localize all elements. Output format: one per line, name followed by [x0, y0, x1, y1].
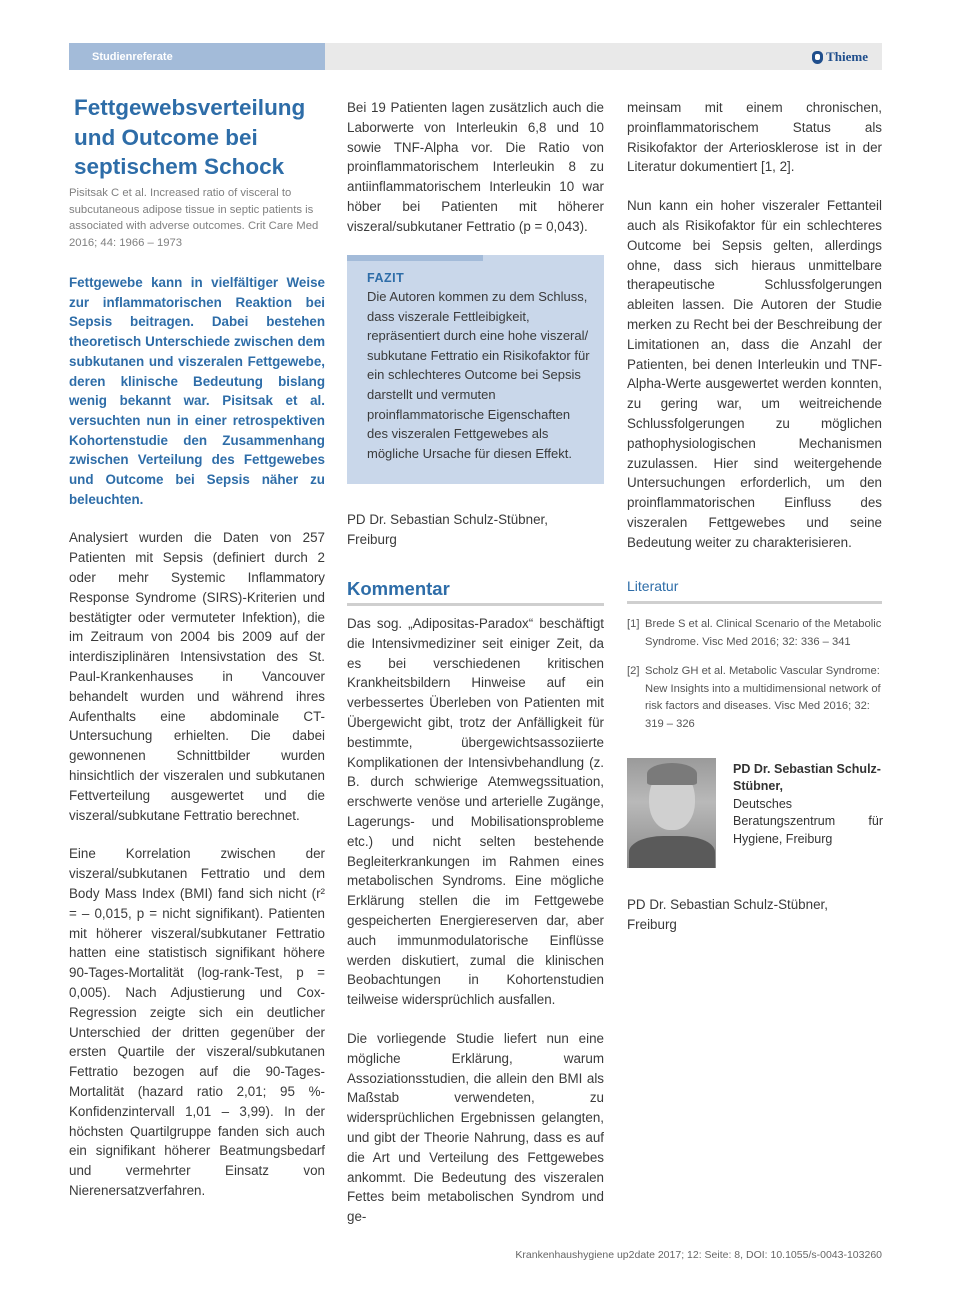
profile-name: PD Dr. Sebastian Schulz-Stübner,: [733, 762, 881, 794]
article-citation: Pisitsak C et al. Increased ratio of visceral to subcutaneous adipose tissue in septic patients is associated with adverse outcomes. Crit Care Med 2016; 44: 1966 – 1973: [69, 187, 319, 250]
column-1: [69, 273, 325, 1220]
methods-paragraph: Analysiert wurden die Daten von 257 Patienten mit Sepsis (definiert durch 2 oder mehr Systemic Inflammatory Response Syndrome (SIRS)-Kriterien und bestätigter oder vermuteter Infektion), die im Zeitraum von 2004 bis 2009 auf der interdisziplinären Intensivstation des St. Paul-Krankenhauses in Vancouver behandelt wurden und während ihres Aufenthalts eine abdominale CT-Untersuchung erhielten. Die dabei gewonnenen Schnittbilder wurden hinsichtlich der viszeralen und subkutanen Fettverteilung ausgewertet und die viszeral/subkutane Fettratio berechnet.: [69, 530, 325, 823]
kommentar-heading: Kommentar: [347, 578, 450, 599]
author-name: PD Dr. Sebastian Schulz-Stübner,: [627, 897, 828, 912]
author-signature-2: [627, 895, 828, 935]
reference-text: Scholz GH et al. Metabolic Vascular Syndrome: New Insights into a multidimensional network of risk factors and diseases. Visc Med 2016; 32: 319 – 326: [645, 665, 881, 730]
reference-list: [627, 616, 882, 745]
thieme-logo-icon: [812, 51, 823, 64]
author-city: Freiburg: [627, 917, 677, 932]
page-footer: Krankenhaushygiene up2date 2017; 12: Seite: 8, DOI: 10.1055/s-0043-103260: [515, 1249, 882, 1261]
literatur-heading: Literatur: [627, 578, 679, 594]
reference-text: Brede S et al. Clinical Scenario of the Metabolic Syndrome. Visc Med 2016; 32: 336 – 341: [645, 618, 882, 648]
column-2-kommentar: [347, 614, 604, 1246]
kommentar-paragraph-3: Nun kann ein hoher viszeraler Fettanteil auch als Risikofaktor für ein schlechteres Outcome bei Sepsis gelten, allerdings ohne, dass sich hieraus unmittelbare therapeutische Schlussfolgerungen ableiten lassen. Die Autoren der Studie merken zu Recht bei der Beschreibung der Limitationen an, dass die Anzahl der Patienten, bei denen Interleukin und TNF-Alpha-Werte ausgewertet werden konnten, zu gering war, um weitreichende Schlussfolgerungen zu möglichen pathophysiologischen Mechanismen zuzulassen. Hier sind weitergehende Untersuchungen erforderlich, um den proinflammatorischen Einfluss des viszeralen Fettgewebes und seine Bedeutung weiter zu charakterisieren.: [627, 198, 882, 550]
fazit-accent-bar: [347, 255, 483, 261]
kommentar-paragraph-2: Die vorliegende Studie liefert nun eine mögliche Erklärung, warum Assoziationsstudien, die allein den BMI als Maßstab verwendeten, zu widersprüchlichen Ergebnissen gelangten, und gibt der Theorie Nahrung, dass es auf die Art und Verteilung des Fettgewebes ankommt. Die Bedeutung des viszeralen Fettes beim metabolischen Syndrom und ge-: [347, 1030, 604, 1225]
kommentar-paragraph-2-cont: meinsam mit einem chronischen, proinflammatorischem Status als Risikofaktor der Arteriosklerose ist in der Literatur dokumentiert [1, 2].: [627, 100, 882, 175]
lead-paragraph: Fettgewebe kann in vielfältiger Weise zur inflammatorischen Reaktion bei Sepsis beitragen. Dabei bestehen theoretisch Unterschiede zwischen dem subkutanen und viszeralen Fettgewebe, deren klinische Bedeutung bislang wenig bekannt war. Pisitsak et al. versuchten nun in einer retrospektiven Kohortenstudie den Zusammenhang zwischen Verteilung des Fettgewebes und Outcome bei Sepsis näher zu beleuchten.: [69, 275, 325, 507]
section-label: Studienreferate: [69, 43, 325, 70]
profile-affiliation: Deutsches Beratungszentrum für Hygiene, Freiburg: [733, 796, 883, 846]
fazit-box: [347, 255, 604, 484]
reference-number: [1]: [627, 618, 640, 630]
column-3: [627, 98, 882, 572]
literatur-divider: [627, 601, 882, 604]
article-title: Fettgewebsverteilung und Outcome bei septischem Schock: [74, 95, 306, 179]
kommentar-divider: [347, 603, 604, 606]
author-signature-1: [347, 510, 548, 550]
publisher-logo: [812, 49, 868, 65]
author-photo: [627, 758, 716, 868]
kommentar-paragraph-1: Das sog. „Adipositas-Paradox“ beschäftigt die Intensivmediziner seit einiger Zeit, da es bei verschiedenen kritischen Krankheitsbildern Hinweise auf ein verbessertes Überleben von Patienten mit Übergewicht gibt, trotz der Anfälligkeit für bestimmte, übergewichtsassoziierte Komplikationen der Intensivbehandlung (z. B. durch schwierige Atemwegssituation, erschwerte venöse und arterielle Zugänge, Lagerungs- und Mobilisationsprobleme etc.) und nicht selten bestehende Begleiterkrankungen im Rahmen eines metabolischen Syndroms. Eine mögliche Erklärung stellen die im Fettgewebe gespeicherten Energiereserven dar, aber auch immunmodulatorische Einflüsse werden diskutiert, zumal die klinischen Beobachtungen in Kohortenstudien teilweise widersprüchlich ausfallen.: [347, 616, 604, 1008]
author-city: Freiburg: [347, 532, 397, 547]
reference-number: [2]: [627, 665, 640, 677]
lab-paragraph: Bei 19 Patienten lagen zusätzlich auch die Laborwerte von Interleukin 6,8 und 10 sowie TNF-Alpha vor. Die Ratio von proinflammatorischem Interleukin 8 zu antiinflammatorischem Interleukin 10 war höber bei Patienten mit höherer viszeral/subkutaner Fettratio (p = 0,043).: [347, 100, 604, 234]
author-name: PD Dr. Sebastian Schulz-Stübner,: [347, 512, 548, 527]
fazit-label: FAZIT: [367, 271, 405, 285]
reference-item: [627, 663, 882, 733]
fazit-text: Die Autoren kommen zu dem Schluss, dass viszerale Fettleibigkeit, repräsentiert durch eine hohe viszeral/ subkutane Fettratio ein Risikofaktor für ein schlechteres Outcome bei Sepsis darstellt und vermuten proinflammatorische Eigenschaften des viszeralen Fettgewebes als mögliche Ursache für diesen Effekt.: [367, 289, 590, 461]
publisher-name: Thieme: [826, 49, 868, 64]
shoulders: [629, 836, 715, 868]
header-bar: [325, 43, 882, 70]
reference-item: [627, 616, 882, 651]
column-2-top: [347, 98, 604, 256]
results-paragraph: Eine Korrelation zwischen der viszeral/subkutanen Fettratio und dem Body Mass Index (BMI) fand sich nicht (r² = – 0,015, p = nicht signifikant). Patienten mit höherer viszeral/subkutaner Fettratio hatten eine statistisch signifikant höhere 90-Tages-Mortalität (log-rank-Test, p = 0,005). Nach Adjustierung und Cox-Regression zeigte sich ein deutlicher Unterschied der dritten gegenüber der ersten Quartile der viszeral/subkutanen Fettratio bezogen auf die 90-Tages-Mortalität (hazard ratio 2,01; 95 %-Konfidenzintervall 1,01 – 3,99). In der höchsten Quartilgruppe fanden sich auch ein signifikant höherer Beatmungsbedarf und vermehrter Einsatz von Nierenersatzverfahren.: [69, 846, 325, 1198]
hair: [647, 763, 697, 785]
author-profile: [733, 761, 883, 848]
